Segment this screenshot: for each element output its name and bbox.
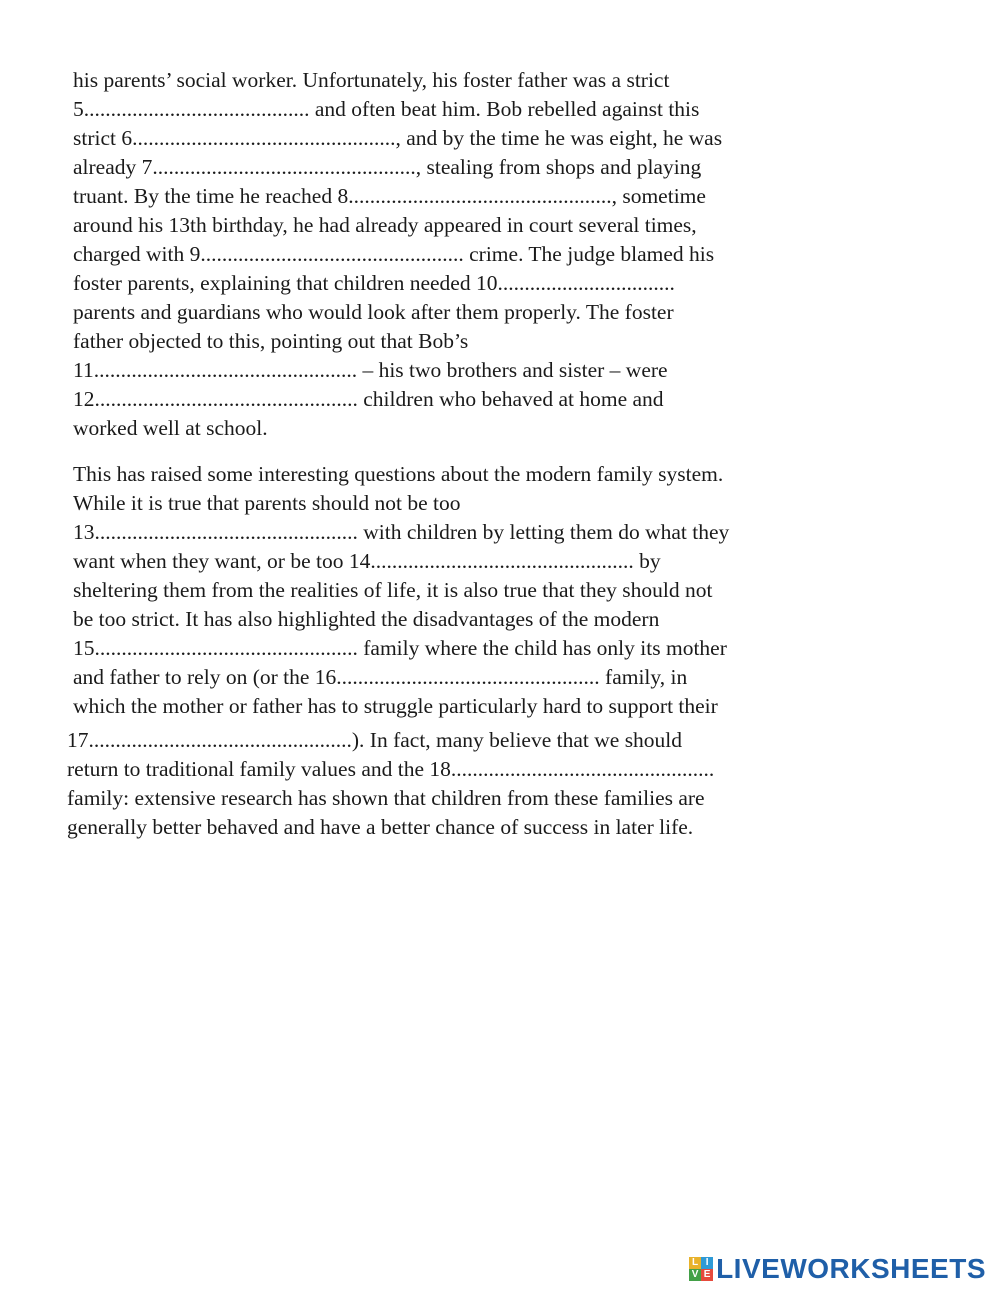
logo-icon-letter: I	[701, 1257, 713, 1269]
paragraph-line: father objected to this, pointing out that Bob’s	[73, 329, 469, 353]
liveworksheets-logo-icon	[689, 1257, 713, 1281]
paragraph-line: already 7................................................., stealing from shops and playing	[73, 155, 702, 179]
paragraph-line: While it is true that parents should not be too	[73, 491, 461, 515]
paragraph-line: parents and guardians who would look after them properly. The foster	[73, 300, 674, 324]
paragraph-line: sheltering them from the realities of life, it is also true that they should not	[73, 578, 713, 602]
liveworksheets-logo	[689, 1252, 986, 1286]
paragraph-line: worked well at school.	[73, 416, 268, 440]
logo-icon-letter: L	[689, 1257, 701, 1269]
paragraph-line: 5.......................................... and often beat him. Bob rebelled against this	[73, 97, 700, 121]
paragraph-line: 11................................................. – his two brothers and sister – were	[73, 358, 668, 382]
paragraph-line: strict 6................................................., and by the time he was eight, he was	[73, 126, 723, 150]
paragraph-line: which the mother or father has to struggle particularly hard to support their	[73, 694, 718, 718]
paragraph-line: generally better behaved and have a better chance of success in later life.	[67, 815, 694, 839]
paragraph-line: and father to rely on (or the 16................................................. family, in	[73, 665, 688, 689]
paragraph-line: around his 13th birthday, he had already appeared in court several times,	[73, 213, 697, 237]
paragraph-line: 13................................................. with children by letting them do what they	[73, 520, 730, 544]
logo-text: LIVEWORKSHEETS	[716, 1253, 986, 1284]
paragraph-line: his parents’ social worker. Unfortunately, his foster father was a strict	[73, 68, 670, 92]
paragraph-line: charged with 9................................................. crime. The judge blamed his	[73, 242, 715, 266]
paragraph-line: 17.................................................). In fact, many believe that we should	[67, 728, 683, 752]
paragraph-line: truant. By the time he reached 8................................................., sometime	[73, 184, 706, 208]
paragraph-line: want when they want, or be too 14................................................. by	[73, 549, 661, 573]
paragraph-line: 15................................................. family where the child has only its mother	[73, 636, 727, 660]
paragraph-line: family: extensive research has shown that children from these families are	[67, 786, 705, 810]
logo-icon-letter: E	[701, 1269, 713, 1281]
logo-icon-letter: V	[689, 1269, 701, 1281]
paragraph-line: be too strict. It has also highlighted the disadvantages of the modern	[73, 607, 660, 631]
paragraph-line: This has raised some interesting questions about the modern family system.	[73, 462, 724, 486]
paragraph-line: return to traditional family values and the 18.................................................	[67, 757, 715, 781]
paragraph-line: foster parents, explaining that children needed 10.................................	[73, 271, 675, 295]
paragraph-line: 12................................................. children who behaved at home and	[73, 387, 664, 411]
